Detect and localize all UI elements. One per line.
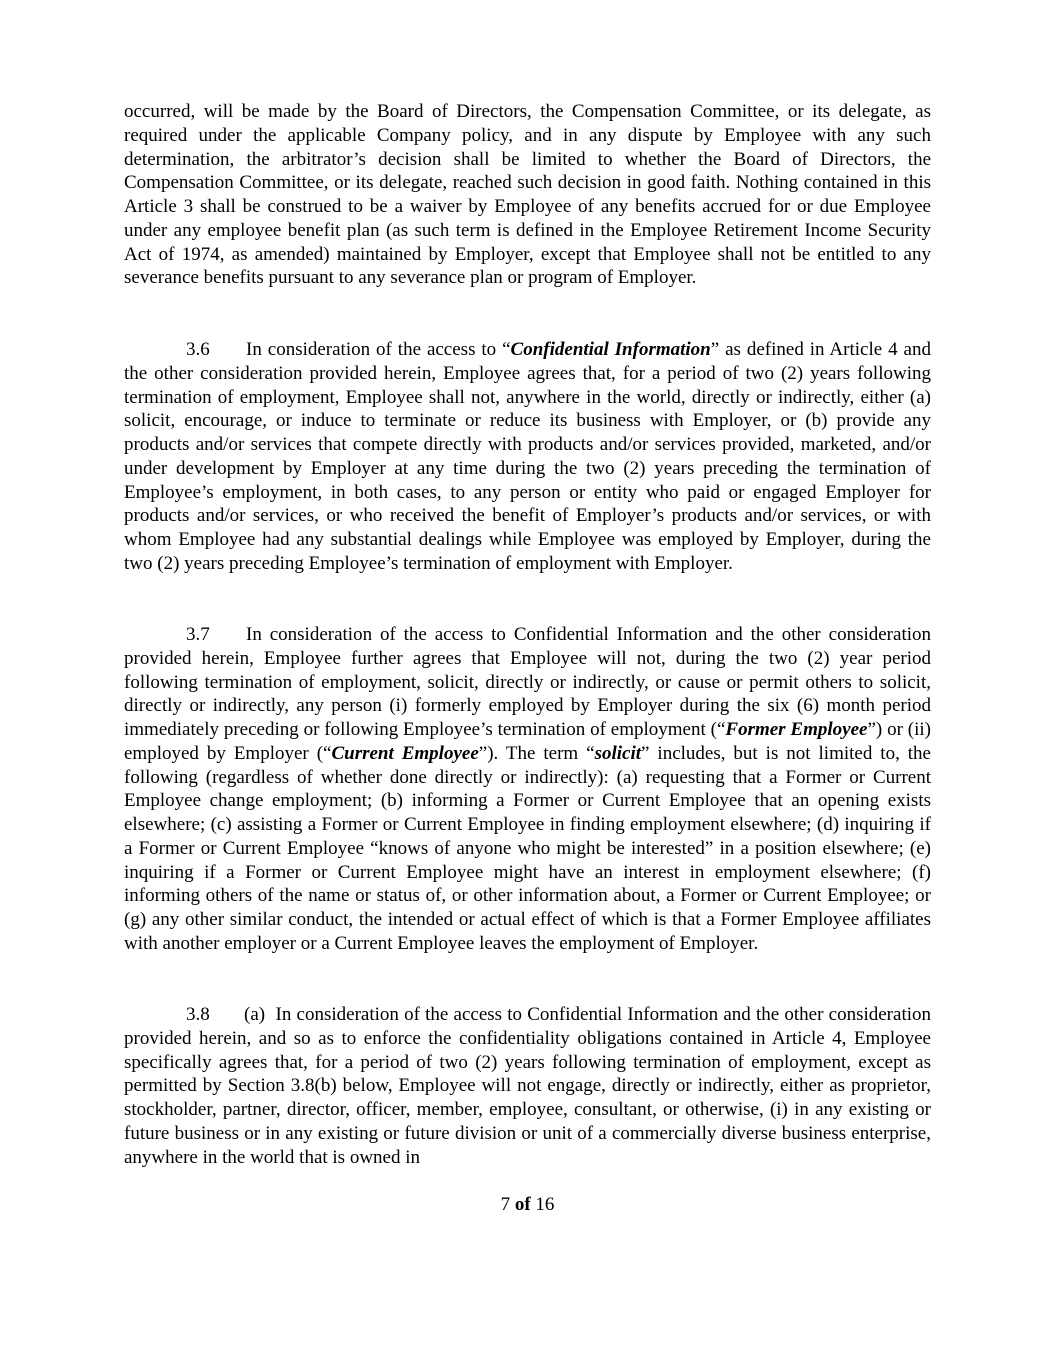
section-number: 3.7 — [186, 624, 210, 645]
section-number: 3.6 — [186, 339, 210, 360]
defined-term: Current Employee — [331, 742, 479, 764]
section-text: ”). The term “ — [478, 742, 595, 764]
section-3-7-paragraph — [124, 623, 931, 956]
subsection-label: (a) — [244, 1004, 266, 1025]
section-text: In consideration of the access to Confidential Information and the other consideration provided herein, and so as to enforce the confidentiality obligations contained in Article 4, Employee specifically agrees that, for a period of two (2) years following termination of employment, except as permitted by Section 3.8(b) below, Employee will not engage, directly or indirectly, either as proprietor, stockholder, partner, director, officer, member, employee, consultant, or otherwise, (i) in any existing or future business or in any existing or future division or unit of a commercially diverse business enterprise, anywhere in the world that is owned in — [124, 1004, 932, 1168]
page-current: 7 — [500, 1194, 511, 1215]
section-text: ”) or (ii) employed by Employer (“ — [124, 719, 932, 764]
defined-term: Former Employee — [725, 719, 868, 740]
section-text: ” includes, but is not limited to, the following (regardless of whether done directly or indirectly): (a) requesting that a Former or Current Employee change employment; (b) informing a Former or Current Employee that an opening exists elsewhere; (c) assisting a Former or Current Employee in finding employment elsewhere; (d) inquiring if a Former or Current Employee “knows of anyone who might be interested” in a position elsewhere; (e) inquiring if a Former or Current Employee might have an interest in employment elsewhere; (f) informing others of the name or status of, or other information about, a Former or Current Employee; or (g) any other similar conduct, the intended or actual effect of which is that a Former Employee affiliates with another employer or a Current Employee leaves the employment of Employer. — [124, 742, 931, 954]
section-number: 3.8 — [186, 1004, 210, 1025]
defined-term: solicit — [594, 742, 642, 764]
section-text: In consideration of the access to Confidential Information and the other consideration provided herein, Employee further agrees that Employee will not, during the two (2) year period following termination of employment, solicit, directly or indirectly, or cause or permit others to solicit, directly or indirectly, any person (i) formerly employed by Employer during the six (6) month period immediately preceding or following Employee’s termination of employment (“ — [124, 624, 931, 740]
section-text: In consideration of the access to “ — [246, 339, 511, 360]
section-text: ” as defined in Article 4 and the other consideration provided herein, Employee agrees that, for a period of two (2) years following termination of employment, Employee shall not, anywhere in the world, directly or indirectly, either (a) solicit, encourage, or induce to terminate or reduce its business with Employer, or (b) provide any products and/or services that compete directly with products and/or services provided, marketed, and/or under development by Employer at any time during the two (2) years preceding the termination of Employee’s employment, in both cases, to any person or entity who paid or engaged Employer for products and/or services, or who received the benefit of Employer’s products and/or services, or with whom Employee had any substantial dealings while Employee was employed by Employer, during the two (2) years preceding Employee’s termination of employment with Employer. — [124, 339, 931, 574]
section-3-6-paragraph — [124, 338, 931, 576]
page-of-label: of — [514, 1194, 531, 1215]
section-3-8-paragraph — [124, 1003, 931, 1169]
paragraph-continuation: occurred, will be made by the Board of Directors, the Compensation Committee, or its delegate, as required under the applicable Company policy, and in any dispute by Employee with any such determination, the arbitrator’s decision shall be limited to whether the Board of Directors, the Compensation Committee, or its delegate, reached such decision in good faith. Nothing contained in this Article 3 shall be construed to be a waiver by Employee of any benefits accrued for or due Employee under any employee benefit plan (as such term is defined in the Employee Retirement Income Security Act of 1974, as amended) maintained by Employer, except that Employee shall not be entitled to any severance benefits pursuant to any severance plan or program of Employer. — [124, 101, 931, 289]
defined-term: Confidential Information — [510, 339, 711, 360]
page-total: 16 — [535, 1194, 555, 1215]
page-number — [0, 1193, 1055, 1217]
